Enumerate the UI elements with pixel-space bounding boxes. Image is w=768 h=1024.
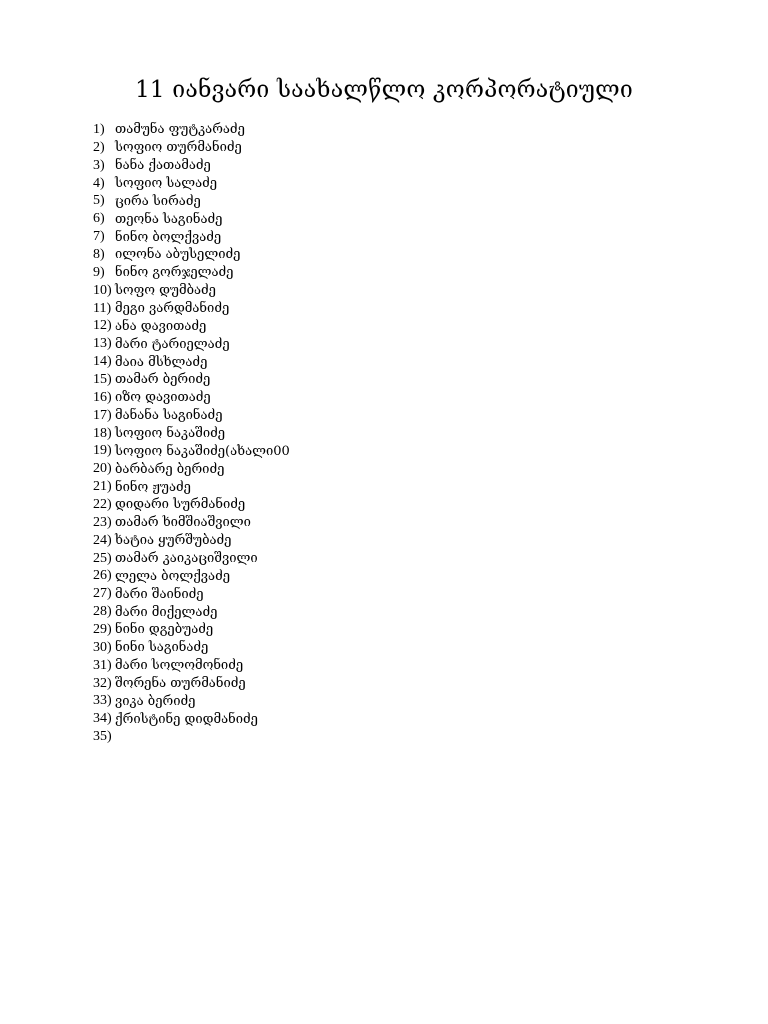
list-item (93, 192, 290, 210)
list-item-name: ვიკა ბერიძე (115, 693, 196, 709)
list-item (93, 657, 290, 675)
list-item-name: თამარ ხიმშიაშვილი (115, 515, 251, 531)
list-item-name: მარი სოლომონიძე (115, 658, 244, 674)
list-item (93, 139, 290, 157)
list-item-number: 34) (93, 711, 112, 727)
list-item-name: თამუნა ფუტკარაძე (115, 122, 245, 138)
list-item-number: 18) (93, 425, 112, 441)
list-item-name: ნინი დგებუაძე (115, 622, 214, 638)
list-item-name: ხატია ყურშუბაძე (115, 533, 232, 549)
list-item-number: 7) (93, 229, 105, 245)
list-item (93, 567, 290, 585)
list-item (93, 264, 290, 282)
list-item (93, 693, 290, 711)
list-item-name: მარი შაინიძე (115, 586, 204, 602)
list-item (93, 585, 290, 603)
list-item (93, 550, 290, 568)
list-item-number: 1) (93, 121, 105, 137)
list-item-number: 14) (93, 354, 112, 370)
list-item-name: სოფიო თურმანიძე (115, 140, 242, 156)
list-item-number: 5) (93, 193, 105, 209)
list-item-number: 26) (93, 568, 112, 584)
list-item-name: თამარ კაიკაციშვილი (115, 551, 258, 567)
list-item (93, 121, 290, 139)
list-item (93, 460, 290, 478)
list-item-number: 8) (93, 246, 105, 262)
list-item-name: ლელა ბოლქვაძე (115, 568, 231, 584)
list-item-name: ნინი საგინაძე (115, 640, 209, 656)
guest-list (93, 121, 290, 746)
list-item-number: 15) (93, 371, 112, 387)
list-item-name: მეგი ვარდმანიძე (115, 301, 230, 317)
list-item-number: 35) (93, 729, 112, 745)
list-item-name: ილონა აბუსელიძე (115, 247, 241, 263)
list-item-number: 17) (93, 407, 112, 423)
list-item-number: 13) (93, 336, 112, 352)
list-item-name: ნანა ქათამაძე (115, 158, 211, 174)
list-item-number: 23) (93, 514, 112, 530)
list-item (93, 282, 290, 300)
list-item-name: სოფიო სალაძე (115, 176, 218, 191)
list-item-number: 24) (93, 532, 112, 548)
list-item-number: 3) (93, 157, 105, 173)
list-item-name: იზო დავითაძე (115, 390, 211, 406)
list-item-name: სოფიო ნაკაშიძე(ახალი00 (115, 443, 290, 459)
list-item (93, 210, 290, 228)
list-item-number: 21) (93, 479, 112, 495)
list-item-number: 30) (93, 639, 112, 655)
list-item-number: 28) (93, 604, 112, 620)
list-item-name: თამარ ბერიძე (115, 372, 211, 388)
list-item-number: 32) (93, 675, 112, 691)
list-item-name: სოფიო ნაკაშიძე (115, 426, 226, 442)
list-item-name: მარი ტარიელაძე (115, 336, 230, 352)
list-item-number: 31) (93, 657, 112, 673)
list-item (93, 175, 290, 193)
list-item-name: სოფო დუმბაძე (115, 283, 216, 299)
list-item (93, 353, 290, 371)
list-item-number: 16) (93, 389, 112, 405)
list-item (93, 603, 290, 621)
list-item-name: თეონა საგინაძე (115, 211, 223, 227)
list-item-number: 29) (93, 621, 112, 637)
list-item-number: 33) (93, 693, 112, 709)
list-item (93, 335, 290, 353)
list-item (93, 514, 290, 532)
list-item-number: 6) (93, 211, 105, 227)
list-item-number: 2) (93, 139, 105, 155)
list-item (93, 532, 290, 550)
list-item (93, 496, 290, 514)
list-item-number: 11) (93, 300, 112, 316)
list-item-number: 12) (93, 318, 112, 334)
list-item-number: 20) (93, 461, 112, 477)
list-item-name: დიდარი სურმანიძე (115, 497, 246, 513)
list-item-name: შორენა თურმანიძე (115, 676, 246, 692)
list-item-name: ქრისტინე დიდმანიძე (115, 711, 258, 727)
list-item-number: 27) (93, 586, 112, 602)
list-item-number: 19) (93, 443, 112, 459)
list-item-name: ცირა სირაძე (115, 193, 201, 209)
list-item (93, 317, 290, 335)
list-item (93, 621, 290, 639)
list-item-name: ნინო გორჯელაძე (115, 265, 234, 281)
list-item-number: 10) (93, 282, 112, 298)
list-item-name: ნინო ჟუაძე (115, 479, 191, 495)
list-item (93, 728, 290, 746)
list-item (93, 300, 290, 318)
list-item-name: ბარბარე ბერიძე (115, 461, 225, 477)
list-item (93, 389, 290, 407)
list-item (93, 407, 290, 425)
list-item (93, 425, 290, 443)
list-item (93, 228, 290, 246)
list-item-number: 9) (93, 264, 105, 280)
list-item-name: მანანა საგინაძე (115, 408, 223, 424)
list-item (93, 639, 290, 657)
list-item-name: მარი მიქელაძე (115, 604, 218, 620)
list-item-name: მაია მსხლაძე (115, 354, 208, 370)
list-item (93, 442, 290, 460)
list-item-number: 25) (93, 550, 112, 566)
list-item (93, 478, 290, 496)
list-item (93, 371, 290, 389)
list-item-number: 4) (93, 175, 105, 191)
list-item (93, 246, 290, 264)
list-item-number: 22) (93, 496, 112, 512)
list-item (93, 157, 290, 175)
document-title: 11 იანვარი საახალწლო კორპორატიული (135, 77, 633, 103)
list-item (93, 710, 290, 728)
list-item-name: ანა დავითაძე (115, 318, 207, 334)
list-item (93, 675, 290, 693)
list-item-name: ნინო ბოლქვაძე (115, 229, 222, 245)
